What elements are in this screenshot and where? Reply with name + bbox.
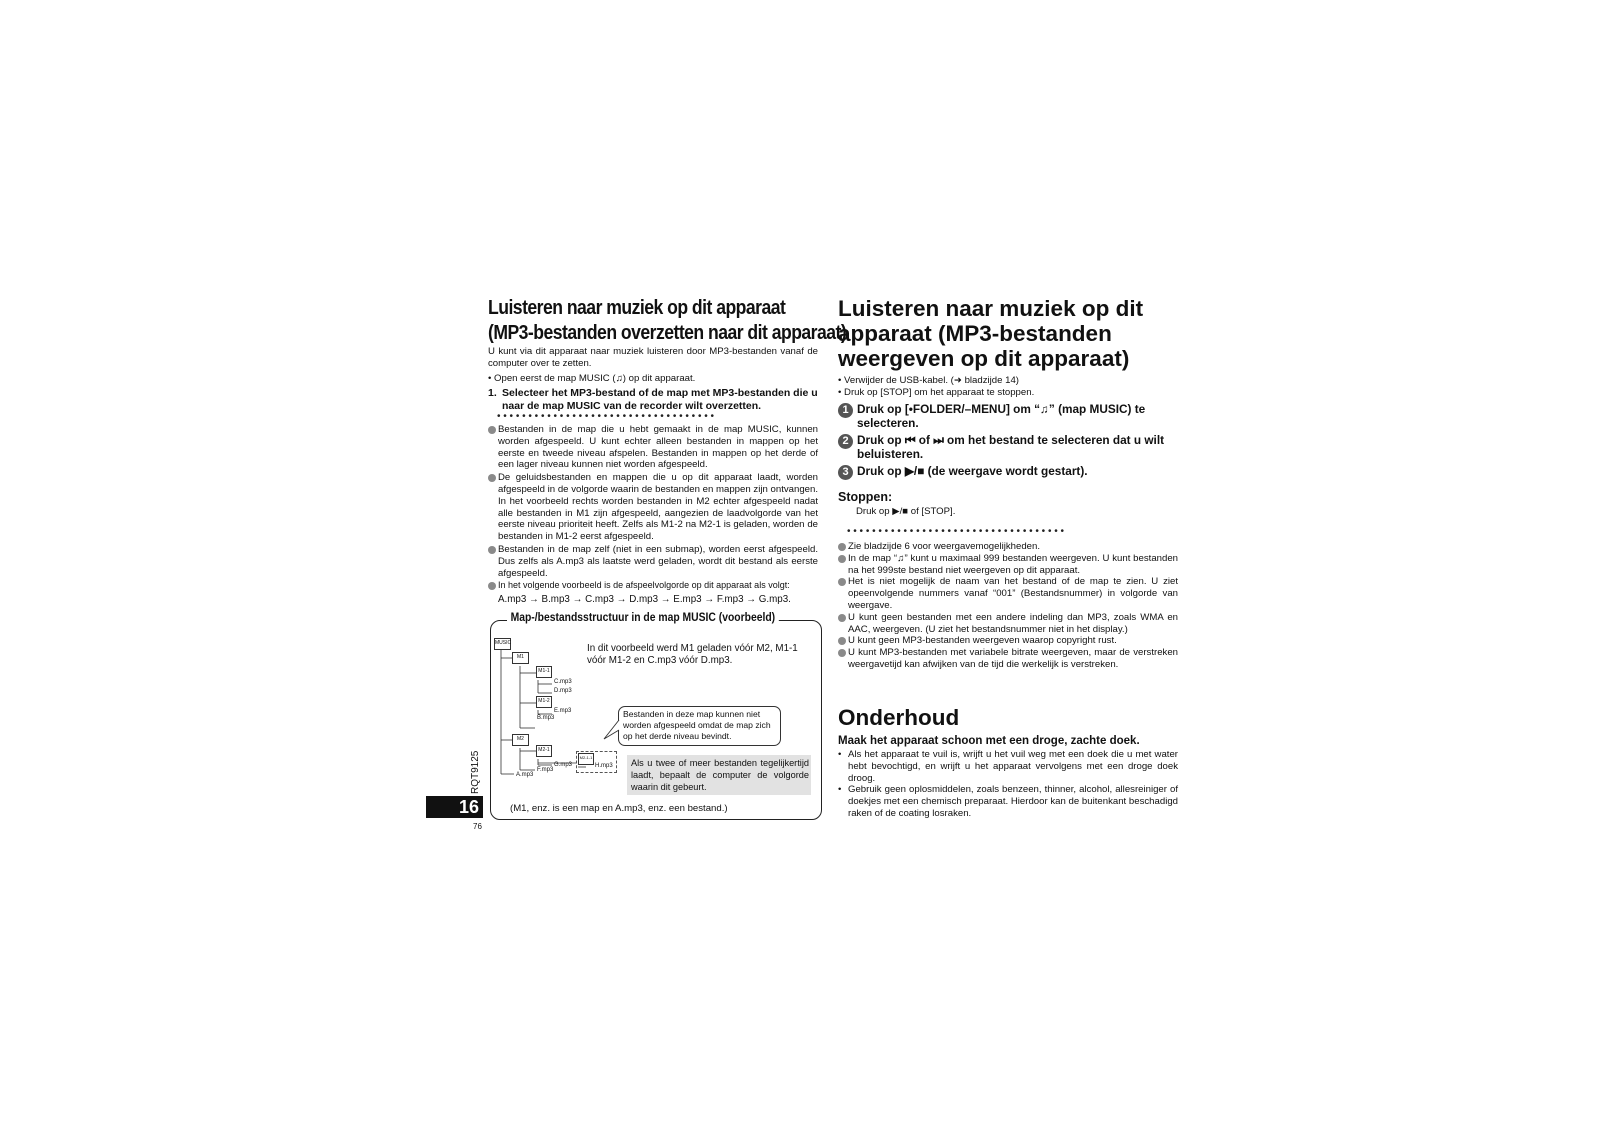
file-h: H.mp3 [595, 763, 613, 769]
right-title: Luisteren naar muziek op dit apparaat (MP3-bestanden weergeven op dit apparaat) [838, 296, 1144, 371]
left-note-1: Bestanden in de map die u hebt gemaakt in de map MUSIC, kunnen worden afgespeeld. U kunt echter alleen bestanden in mappen op het eerste en tweede niveau afspelen. Bestanden in mappen op het derde of een lager niveau kunnen niet worden afgespeeld. [488, 424, 818, 471]
stop-heading: Stoppen: [838, 490, 893, 504]
file-f: F.mp3 [537, 767, 554, 773]
left-title [488, 296, 847, 346]
bullet-icon [488, 474, 496, 482]
bullet-icon [838, 543, 846, 551]
step-2-badge: 2 [838, 434, 853, 449]
right-note-5: U kunt geen MP3-bestanden weergeven waarop copyright rust. [838, 635, 1178, 647]
file-e: E.mp3 [554, 708, 572, 714]
bullet-icon [838, 555, 846, 563]
bullet-icon [488, 426, 496, 434]
bullet-icon [838, 614, 846, 622]
left-note-2: De geluidsbestanden en mappen die u op dit apparaat laadt, worden afgespeeld in de volgorde waarin de bestanden en mappen zijn ontvangen. In het voorbeeld rechts worden bestanden in M2 echter afgespeeld nadat alle bestanden in M1 zijn afgespeeld, aangezien de laadvolgorde van het eerste niveau prioriteit heeft. Zelfs als M1-2 na M2-1 is geladen, worden de bestanden in M1-2 eerst afgespeeld. [488, 472, 818, 543]
right-note-4: U kunt geen bestanden met een andere indeling dan MP3, zoals WMA en AAC, weergeven. (U ziet het bestandsnummer niet in het display.) [838, 612, 1178, 636]
folder-m1-1: M1-1 [536, 666, 552, 678]
diagram-title: Map-/bestandsstructuur in de map MUSIC (voorbeeld) [507, 612, 779, 624]
right-note-6: U kunt MP3-bestanden met variabele bitrate weergeven, maar de verstreken weergavetijd kan afwijken van de tijd die werkelijk is verstreken. [838, 647, 1178, 671]
right-pre-notes [838, 375, 1178, 399]
right-notes [838, 541, 1178, 671]
step-3-badge: 3 [838, 465, 853, 480]
bullet-icon: • [838, 784, 842, 796]
page-number: 16 [458, 797, 479, 817]
step-2: 2 Druk op ⏮ of ⏭ om het bestand te selecteren dat u wilt beluisteren. [838, 434, 1178, 461]
folder-m2: M2 [512, 734, 529, 746]
left-title-line1: Luisteren naar muziek op dit apparaat [488, 297, 786, 319]
right-note-1: Zie bladzijde 6 voor weergavemogelijkheden. [838, 541, 1178, 553]
maintenance-item-2: • Gebruik geen oplosmiddelen, zoals benzeen, thinner, alcohol, allesreiniger of doekjes met een chemisch preparaat. Hierdoor kan de buitenkant beschadigd raken of de coating losraken. [838, 784, 1178, 819]
bullet-icon [488, 582, 496, 590]
maintenance-list [838, 749, 1178, 820]
pre-note-stop: • Druk op [STOP] om het apparaat te stoppen. [838, 386, 1035, 398]
file-c: C.mp3 [554, 679, 572, 685]
left-notes [488, 424, 818, 606]
step-1-badge: 1 [838, 403, 853, 418]
maintenance-subtitle: Maak het apparaat schoon met een droge, zachte doek. [838, 735, 1140, 747]
folder-m2-1: M2-1 [536, 745, 552, 757]
callout-pointer [600, 720, 624, 742]
left-dot-divider: • • • • • • • • • • • • • • • • • • • • • • • • • • • • • • • • • • • [497, 413, 714, 422]
file-d: D.mp3 [554, 688, 572, 694]
step-3: 3 Druk op ▶/■ (de weergave wordt gestart). [838, 465, 1178, 479]
left-note-4: In het volgende voorbeeld is de afspeelvolgorde op dit apparaat als volgt: [488, 580, 818, 592]
right-note-2: In de map “♫” kunt u maximaal 999 bestanden weergeven. U kunt bestanden na het 999ste bestand niet weergeven op dit apparaat. [838, 553, 1178, 577]
bullet-icon [838, 637, 846, 645]
left-step1 [488, 387, 818, 412]
page-number-tab [426, 796, 483, 818]
file-g: G.mp3 [554, 762, 573, 768]
left-title-line2: (MP3-bestanden overzetten naar dit apparaat) [488, 322, 847, 344]
bullet-icon [488, 546, 496, 554]
left-step1-num: 1. [488, 387, 497, 399]
folder-m1: M1 [512, 652, 529, 664]
diagram-desc: In dit voorbeeld werd M1 geladen vóór M2, M1-1 vóór M1-2 en C.mp3 vóór D.mp3. [587, 643, 798, 666]
sub-page-number: 76 [473, 822, 482, 831]
left-open-note: • Open eerst de map MUSIC (♫) op dit apparaat. [488, 373, 696, 384]
callout-text: Bestanden in deze map kunnen niet worden afgespeeld omdat de map zich op het derde niveau bevindt. [623, 709, 771, 741]
bullet-icon: • [838, 749, 842, 760]
left-intro: U kunt via dit apparaat naar muziek luisteren door MP3-bestanden vanaf de computer over te zetten. [488, 346, 818, 369]
folder-music: MUSIC [494, 638, 511, 650]
right-steps [838, 403, 1178, 479]
gray-note-text: Als u twee of meer bestanden tegelijkertijd laadt, bepaalt de computer de volgorde waarin dit gebeurt. [631, 758, 809, 792]
stop-text: Druk op ▶/■ of [STOP]. [856, 506, 956, 517]
step-1: 1 Druk op [•FOLDER/–MENU] om “♫” (map MUSIC) te selecteren. [838, 403, 1178, 430]
left-step1-text: Selecteer het MP3-bestand of de map met MP3-bestanden die u naar de map MUSIC van de recorder wilt overzetten. [502, 387, 818, 412]
folder-m1-2: M1-2 [536, 696, 552, 708]
left-note-3: Bestanden in de map zelf (niet in een submap), worden eerst afgespeeld. Dus zelfs als A.mp3 als laatste werd geladen, wordt dit bestand als eerste afgespeeld. [488, 544, 818, 579]
file-b: B.mp3 [537, 715, 555, 721]
file-a: A.mp3 [516, 772, 534, 778]
right-note-3: Het is niet mogelijk de naam van het bestand of de map te zien. U ziet opeenvolgende nummers vanaf “001” (Bestandsnummer) in volgorde van weergave. [838, 576, 1178, 611]
model-number: RQT9125 [470, 750, 481, 794]
bullet-icon [838, 649, 846, 657]
bullet-icon [838, 578, 846, 586]
folder-m2-1-1: M2-1-1 [578, 753, 594, 765]
left-play-order: A.mp3 → B.mp3 → C.mp3 → D.mp3 → E.mp3 → F.mp3 → G.mp3. [498, 594, 791, 606]
maintenance-title: Onderhoud [838, 705, 960, 730]
diagram-footer: (M1, enz. is een map en A.mp3, enz. een bestand.) [510, 803, 728, 814]
maintenance-item-1: • Als het apparaat te vuil is, wrijft u het vuil weg met een doek die u met water hebt bevochtigd, en wrijft u het apparaat vervolgens met een droge doek droog. [838, 749, 1178, 784]
right-dot-divider: • • • • • • • • • • • • • • • • • • • • • • • • • • • • • • • • • • • [847, 528, 1064, 537]
pre-note-usb: • Verwijder de USB-kabel. (➜ bladzijde 14) [838, 375, 1019, 386]
